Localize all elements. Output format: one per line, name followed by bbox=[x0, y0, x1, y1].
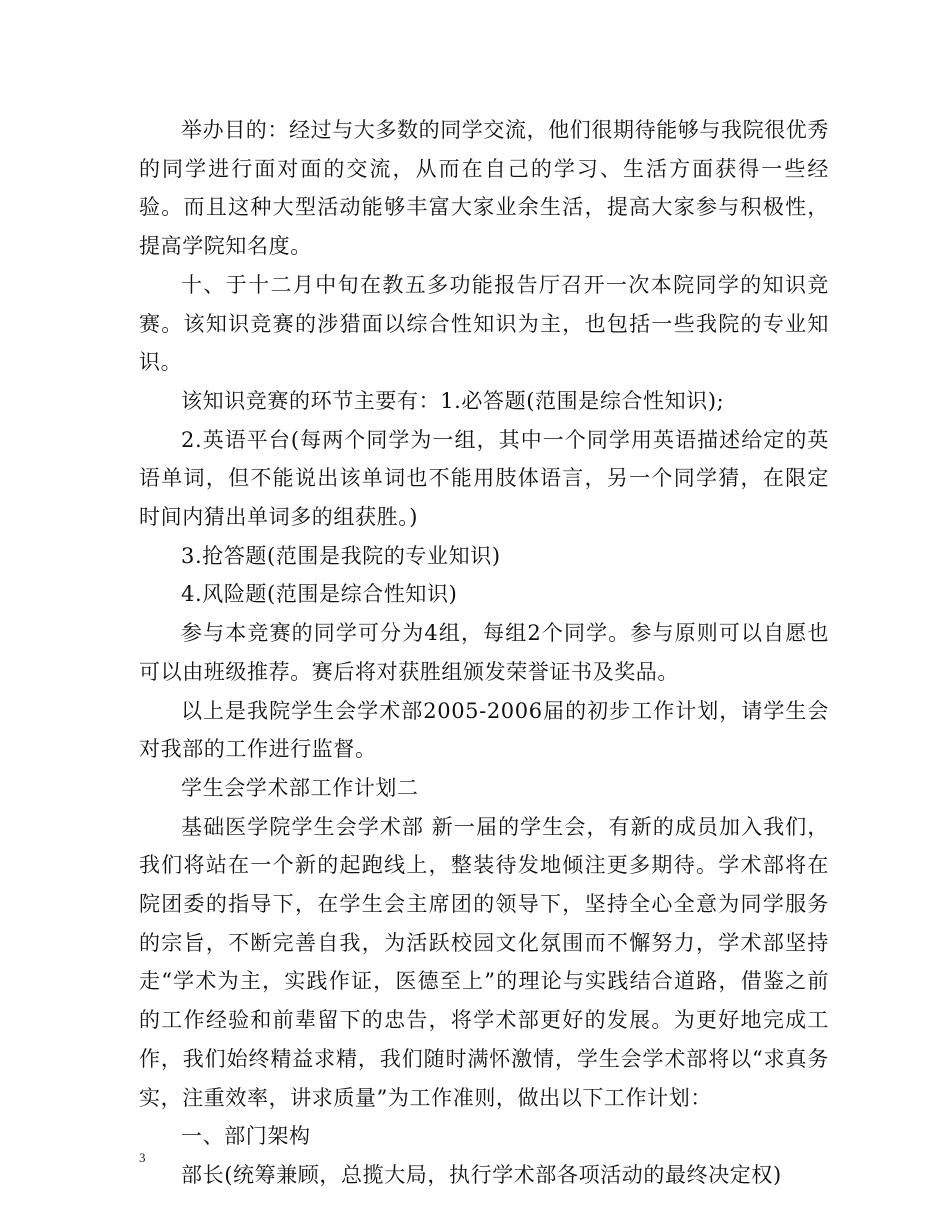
paragraph-risk-question: 4.风险题(范围是综合性知识) bbox=[181, 582, 458, 607]
paragraph-minister-role: 部长(统筹兼顾，总揽大局，执行学术部各项活动的最终决定权) bbox=[181, 1162, 782, 1187]
page-number: 3 bbox=[139, 1150, 146, 1165]
paragraph-plan-intro: 基础医学院学生会学术部 新一届的学生会，有新的成员加入我们，我们将站在一个新的起跑线上，整装待发地倾注更多期待。学术部将在院团委的指导下，在学生会主席团的领导下，坚持全心全意为同学服务的宗旨，不断完善自我，为活跃校园文化氛围而不懈努力，学术部坚持走“学术为主，实践作证，医德至上”的理论与实践结合道路，借鉴之前的工作经验和前辈留下的忠告，将学术部更好的发展。为更好地完成工作，我们始终精益求精，我们随时满怀激情，学生会学术部将以“求真务实，注重效率，讲求质量”为工作准则，做出以下工作计划： bbox=[139, 814, 829, 1110]
paragraph-knowledge-contest: 十、于十二月中旬在教五多功能报告厅召开一次本院同学的知识竞赛。该知识竞赛的涉猎面以综合性知识为主，也包括一些我院的专业知识。 bbox=[139, 272, 829, 375]
document-body bbox=[139, 111, 829, 1195]
section-heading-structure: 一、部门架构 bbox=[181, 1124, 311, 1149]
paragraph-contest-sections: 该知识竞赛的环节主要有：1.必答题(范围是综合性知识); bbox=[181, 388, 725, 413]
paragraph-summary: 以上是我院学生会学术部2005-2006届的初步工作计划，请学生会对我部的工作进行监督。 bbox=[139, 698, 829, 762]
paragraph-quick-answer: 3.抢答题(范围是我院的专业知识) bbox=[181, 543, 501, 568]
paragraph-english-platform: 2.英语平台(每两个同学为一组，其中一个同学用英语描述给定的英语单词，但不能说出该单词也不能用肢体语言，另一个同学猜，在限定时间内猜出单词多的组获胜。) bbox=[139, 427, 829, 530]
paragraph-purpose: 举办目的：经过与大多数的同学交流，他们很期待能够与我院很优秀的同学进行面对面的交流，从而在自己的学习、生活方面获得一些经验。而且这种大型活动能够丰富大家业余生活，提高大家参与积极性，提高学院知名度。 bbox=[139, 118, 829, 259]
section-title-plan-two: 学生会学术部工作计划二 bbox=[181, 775, 419, 800]
paragraph-participants: 参与本竞赛的同学可分为4组，每组2个同学。参与原则可以自愿也可以由班级推荐。赛后将对获胜组颁发荣誉证书及奖品。 bbox=[139, 621, 829, 684]
